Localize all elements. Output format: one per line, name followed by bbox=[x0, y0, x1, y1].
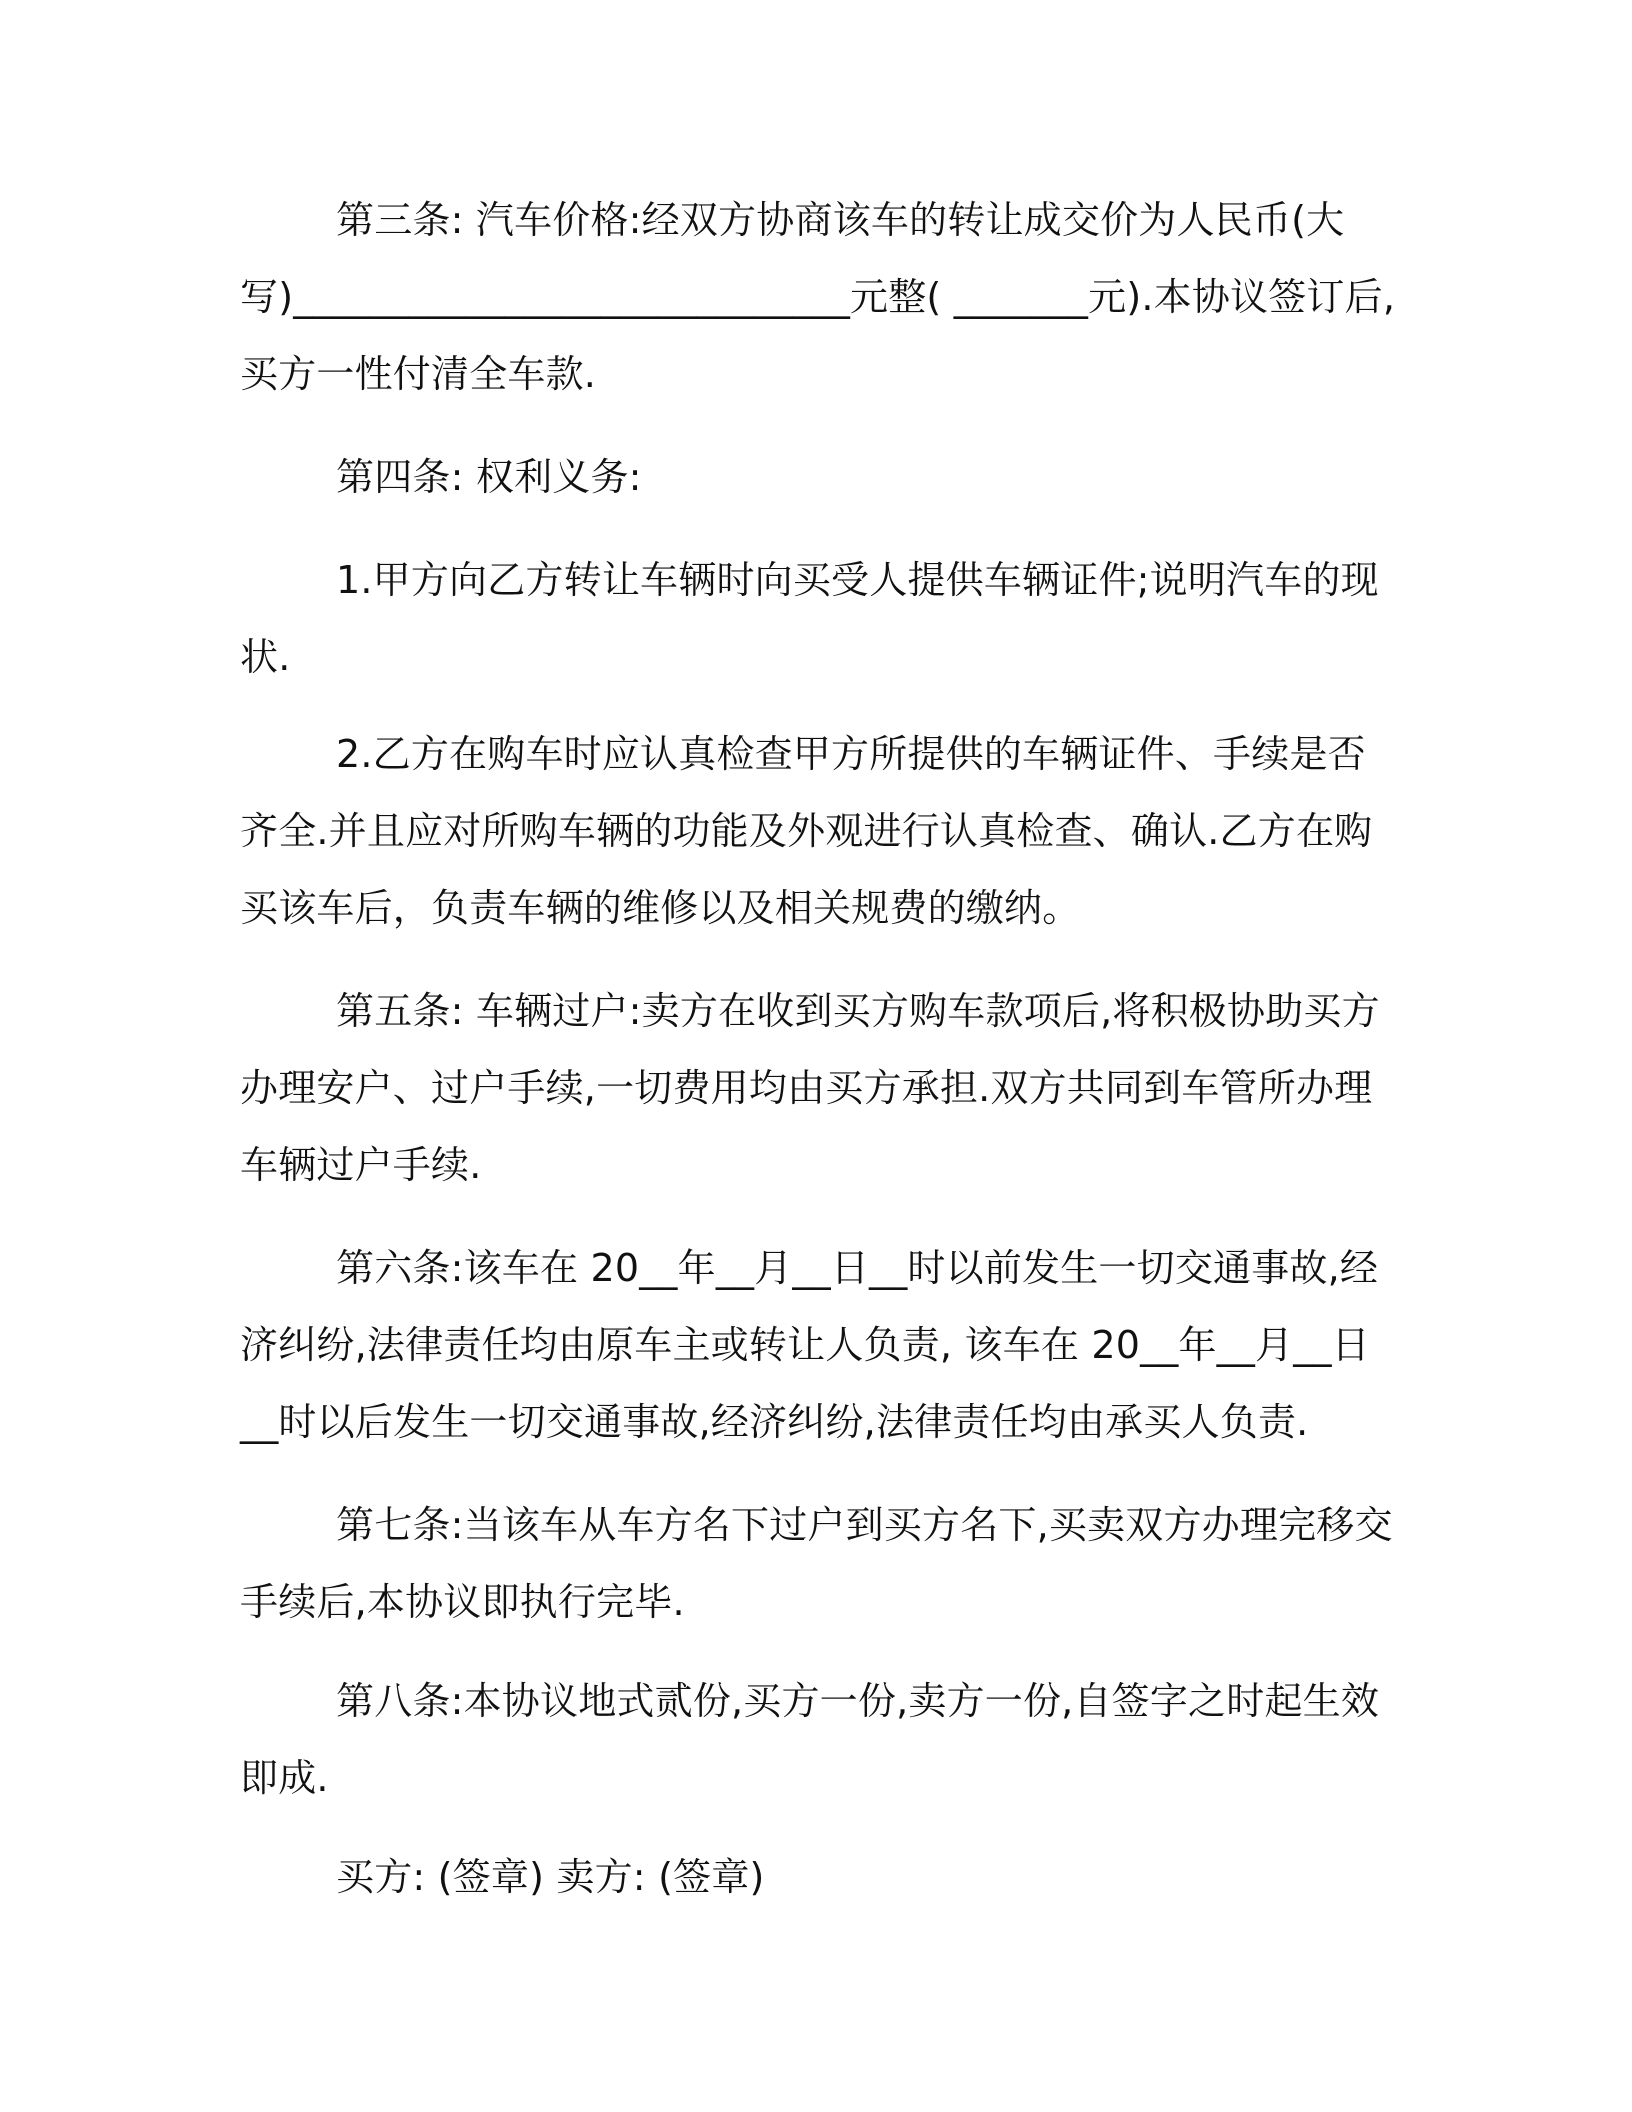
article-5-transfer: 第五条: 车辆过户:卖方在收到买方购车款项后,将积极协助买方办理安户、过户手续,一切费用均由买方承担.双方共同到车管所办理车辆过户手续. bbox=[240, 989, 1380, 1187]
article-4-item-2: 2.乙方在购车时应认真检查甲方所提供的车辆证件、手续是否齐全.并且应对所购车辆的功能及外观进行认真检查、确认.乙方在购买该车后，负责车辆的维修以及相关规费的缴纳。 bbox=[240, 732, 1373, 930]
article-4-item-1: 1.甲方向乙方转让车辆时向买受人提供车辆证件;说明汽车的现状. bbox=[240, 558, 1379, 679]
document-body bbox=[240, 182, 1400, 1916]
article-8-copies: 第八条:本协议地式贰份,买方一份,卖方一份,自签字之时起生效即成. bbox=[240, 1679, 1380, 1800]
article-6-liability: 第六条:该车在 20__年__月__日__时以前发生一切交通事故,经济纠纷,法律责任均由原车主或转让人负责, 该车在 20__年__月__日__时以后发生一切交通事故,经济纠纷,法律责任均由承买人负责. bbox=[240, 1246, 1379, 1444]
article-3-price: 第三条: 汽车价格:经双方协商该车的转让成交价为人民币(大写)_____________________________元整( _______元).本协议签订后,买方一性付清全车款. bbox=[240, 198, 1396, 396]
signature-line: 买方: (签章) 卖方: (签章) bbox=[336, 1855, 765, 1899]
article-7-completion: 第七条:当该车从车方名下过户到买方名下,买卖双方办理完移交手续后,本协议即执行完毕. bbox=[240, 1503, 1393, 1624]
article-4-heading: 第四条: 权利义务: bbox=[336, 455, 642, 499]
